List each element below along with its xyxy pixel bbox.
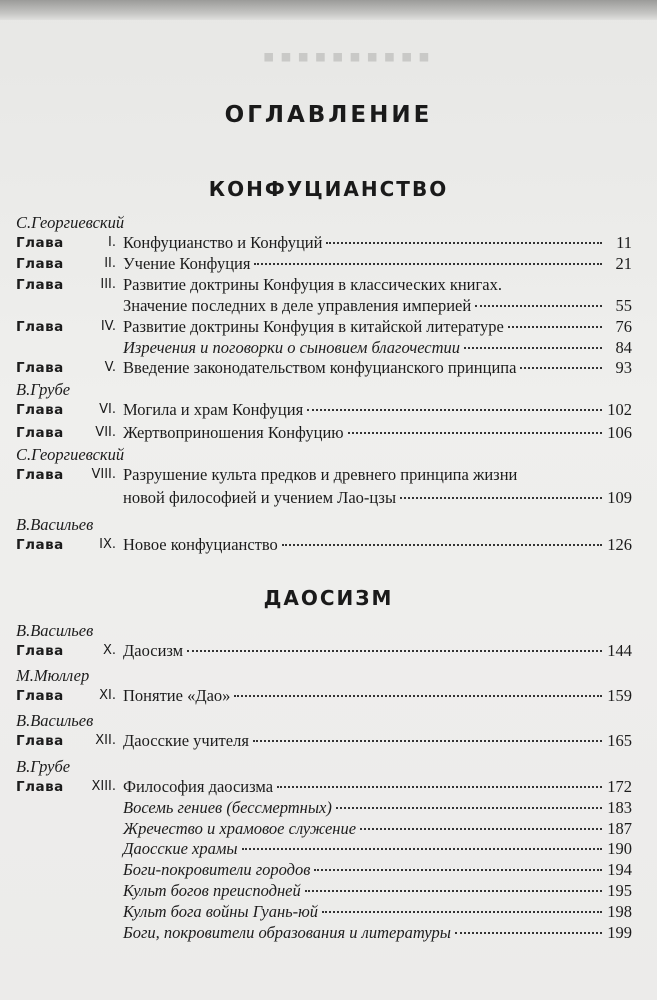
chapter-title: Развитие доктрины Конфуция в китайской литературе xyxy=(123,316,504,336)
section-title: ДАОСИЗМ xyxy=(263,586,394,610)
entry-leader-line xyxy=(123,640,632,662)
entry-leader-line xyxy=(123,818,632,840)
toc-entry[interactable] xyxy=(0,232,657,254)
entry-leader-line xyxy=(123,316,632,338)
chapter-number: II. xyxy=(104,255,116,271)
entry-leader-line xyxy=(123,399,632,421)
chapter-label: Глава xyxy=(16,643,64,659)
page-number: 76 xyxy=(615,316,632,336)
subsection-title: Боги-покровители городов xyxy=(123,860,311,880)
subsection-title: Культ богов преисподней xyxy=(123,881,301,900)
author-name: В.Васильев xyxy=(16,621,94,640)
dot-leader xyxy=(508,326,602,328)
toc-entry[interactable] xyxy=(0,316,657,338)
page-number: 183 xyxy=(607,797,632,817)
chapter-title: Введение законодательством конфуцианского принципа xyxy=(123,358,517,378)
toc-entry[interactable] xyxy=(0,422,657,444)
chapter-title: Даосские учителя xyxy=(123,731,249,750)
toc-entry[interactable] xyxy=(0,922,657,944)
toc-entry[interactable] xyxy=(0,337,657,359)
page-number: 172 xyxy=(607,777,632,796)
chapter-title: Учение Конфуция xyxy=(123,253,251,273)
dot-leader xyxy=(307,409,602,411)
toc-entry[interactable] xyxy=(0,818,657,840)
author-name: В.Васильев xyxy=(16,515,94,534)
entry-leader-line xyxy=(123,274,632,296)
chapter-number: VI. xyxy=(99,402,116,417)
toc-entry[interactable] xyxy=(0,640,657,662)
toc-entry[interactable] xyxy=(0,901,657,923)
entry-leader-line xyxy=(123,730,632,752)
toc-entry[interactable] xyxy=(0,464,657,486)
entry-leader-line xyxy=(123,685,632,707)
entry-leader-line xyxy=(123,922,632,944)
page-number: 199 xyxy=(607,922,632,942)
page-number: 55 xyxy=(615,295,632,315)
dot-leader xyxy=(234,695,602,697)
chapter-title: Понятие «Дао» xyxy=(123,686,231,705)
chapter-number: XII. xyxy=(95,733,116,748)
chapter-title: Могила и храм Конфуция xyxy=(123,400,304,419)
chapter-title: Развитие доктрины Конфуция в классических книгах. xyxy=(123,274,502,294)
chapter-title: новой философией и учением Лао-цзы xyxy=(123,487,397,507)
page-number: 195 xyxy=(607,881,632,900)
chapter-label: Глава xyxy=(16,537,64,553)
entry-leader-line xyxy=(123,464,632,486)
entry-leader-line xyxy=(123,422,632,444)
dot-leader xyxy=(475,305,602,307)
toc-entry[interactable] xyxy=(0,776,657,798)
dot-leader xyxy=(277,786,602,788)
chapter-number: VIII. xyxy=(91,467,116,482)
chapter-label: Глава xyxy=(16,424,64,441)
page-number: 93 xyxy=(615,358,632,378)
page-number: 21 xyxy=(615,253,632,273)
page-number: 194 xyxy=(607,860,632,880)
subsection-title: Жречество и храмовое служение xyxy=(123,818,357,838)
author-name: В.Грубе xyxy=(16,380,71,399)
entry-leader-line xyxy=(123,295,632,317)
entry-leader-line xyxy=(123,357,632,379)
dot-leader xyxy=(322,911,602,913)
dot-leader xyxy=(326,242,602,244)
toc-entry[interactable] xyxy=(0,859,657,881)
page-number: 159 xyxy=(607,686,632,705)
dot-leader xyxy=(305,890,602,892)
author-name: В.Васильев xyxy=(16,711,94,730)
chapter-title: Разрушение культа предков и древнего принципа жизни xyxy=(123,465,518,484)
toc-entry[interactable] xyxy=(0,685,657,707)
entry-leader-line xyxy=(123,337,632,359)
toc-entry[interactable] xyxy=(0,730,657,752)
page-number: 11 xyxy=(616,233,632,252)
subsection-title: Восемь гениев (бессмертных) xyxy=(123,797,332,817)
entry-leader-line xyxy=(123,838,632,860)
dot-leader xyxy=(400,497,602,499)
author-name: В.Грубе xyxy=(16,757,71,776)
entry-leader-line xyxy=(123,776,632,798)
subsection-title: Боги, покровители образования и литературы xyxy=(123,922,451,942)
chapter-number: V. xyxy=(104,360,116,376)
subsection-title: Культ бога войны Гуань-юй xyxy=(123,901,319,921)
author-name: С.Георгиевский xyxy=(16,445,125,464)
dot-leader xyxy=(282,544,602,546)
chapter-title: Жертвоприношения Конфуцию xyxy=(123,422,344,442)
dot-leader xyxy=(520,367,602,369)
chapter-title: Даосизм xyxy=(123,641,184,660)
dot-leader xyxy=(187,650,602,652)
chapter-label: Глава xyxy=(16,467,64,483)
chapter-label: Глава xyxy=(16,318,64,335)
author-name: М.Мюллер xyxy=(16,666,90,685)
chapter-title: Значение последних в деле управления империей xyxy=(123,295,472,315)
subsection-title: Изречения и поговорки о сыновием благочестии xyxy=(123,337,461,357)
chapter-number: X. xyxy=(102,643,116,658)
page-number: 84 xyxy=(615,337,632,357)
chapter-label: Глава xyxy=(16,688,64,704)
dot-leader xyxy=(455,932,602,934)
chapter-label: Глава xyxy=(16,779,64,795)
toc-entry[interactable] xyxy=(0,534,657,556)
page-number: 144 xyxy=(607,641,632,660)
entry-leader-line xyxy=(123,534,632,556)
chapter-number: XI. xyxy=(99,688,116,703)
dot-leader xyxy=(348,432,602,434)
toc-entry[interactable] xyxy=(0,274,657,296)
section-title: КОНФУЦИАНСТВО xyxy=(208,177,449,201)
dot-leader xyxy=(464,347,602,349)
chapter-number: III. xyxy=(100,276,116,292)
toc-entry[interactable] xyxy=(0,295,657,317)
bleed-through-text: ▪▪▪▪▪▪▪▪▪▪ xyxy=(262,44,435,69)
toc-entry[interactable] xyxy=(0,838,657,860)
entry-leader-line xyxy=(123,487,632,509)
chapter-title: Философия даосизма xyxy=(123,777,274,796)
chapter-label: Глава xyxy=(16,733,64,749)
page-number: 187 xyxy=(607,818,632,838)
chapter-label: Глава xyxy=(16,402,64,418)
chapter-title: Конфуцианство и Конфуций xyxy=(123,233,323,252)
author-name: С.Георгиевский xyxy=(16,213,125,232)
page-number: 198 xyxy=(607,901,632,921)
page-title: ОГЛАВЛЕНИЕ xyxy=(224,102,433,128)
chapter-number: XIII. xyxy=(91,779,116,794)
dot-leader xyxy=(254,263,602,265)
chapter-label: Глава xyxy=(16,235,64,251)
chapter-number: IV. xyxy=(100,318,116,334)
dot-leader xyxy=(242,848,602,850)
page-number: 165 xyxy=(607,731,632,750)
page-number: 106 xyxy=(607,422,632,442)
toc-entry[interactable] xyxy=(0,797,657,819)
page-number: 190 xyxy=(607,839,632,859)
entry-leader-line xyxy=(123,901,632,923)
subsection-title: Даосские храмы xyxy=(123,839,238,859)
entry-leader-line xyxy=(123,859,632,881)
chapter-number: IX. xyxy=(99,537,116,552)
chapter-number: I. xyxy=(108,235,116,250)
dot-leader xyxy=(314,869,602,871)
toc-entry[interactable] xyxy=(0,357,657,379)
chapter-number: VII. xyxy=(95,424,116,440)
dot-leader xyxy=(253,740,602,742)
entry-leader-line xyxy=(123,232,632,254)
entry-leader-line xyxy=(123,253,632,275)
toc-entry[interactable] xyxy=(0,253,657,275)
entry-leader-line xyxy=(123,797,632,819)
scan-top-edge xyxy=(0,0,657,20)
dot-leader xyxy=(336,807,602,809)
chapter-label: Глава xyxy=(16,255,64,272)
page-number: 109 xyxy=(607,487,632,507)
chapter-label: Глава xyxy=(16,276,64,293)
chapter-label: Глава xyxy=(16,360,64,377)
entry-leader-line xyxy=(123,880,632,902)
toc-entry[interactable] xyxy=(0,487,657,509)
chapter-title: Новое конфуцианство xyxy=(123,535,278,554)
toc-entry[interactable] xyxy=(0,399,657,421)
page-number: 102 xyxy=(607,400,632,419)
page-number: 126 xyxy=(607,535,632,554)
toc-entry[interactable] xyxy=(0,880,657,902)
dot-leader xyxy=(360,828,602,830)
